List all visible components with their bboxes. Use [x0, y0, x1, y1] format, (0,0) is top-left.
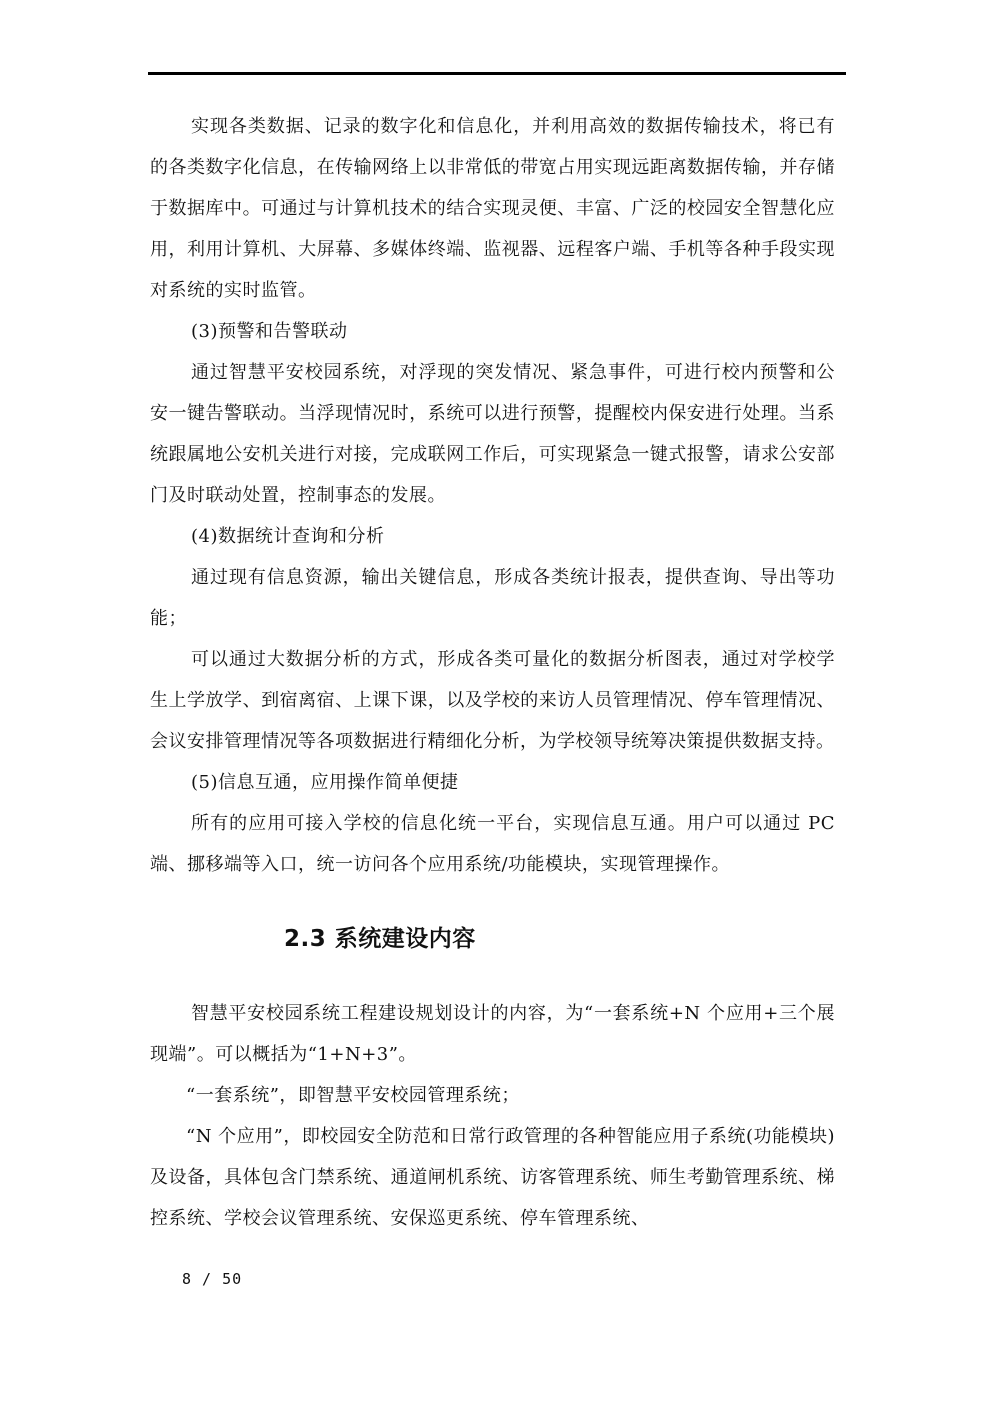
paragraph-data-digitization: 实现各类数据、记录的数字化和信息化，并利用高效的数据传输技术，将已有的各类数字化信息，在传输网络上以非常低的带宽占用实现远距离数据传输，并存储于数据库中。可通过与计算机技术的结合实现灵便、丰富、广泛的校园安全智慧化应用，利用计算机、大屏幕、多媒体终端、监视器、远程客户端、手机等各种手段实现对系统的实时监管。 — [150, 116, 835, 301]
paragraph-one-system: “一套系统”，即智慧平安校园管理系统； — [186, 1085, 520, 1106]
document-body — [150, 106, 835, 1239]
paragraph-big-data-analysis: 可以通过大数据分析的方式，形成各类可量化的数据分析图表，通过对学校学生上学放学、到宿离宿、上课下课，以及学校的来访人员管理情况、停车管理情况、会议安排管理情况等各项数据进行精细化分析，为学校领导统筹决策提供数据支持。 — [150, 649, 835, 752]
section-heading: 2.3 系统建设内容 — [284, 926, 476, 952]
item-heading-alert-linkage: (3)预警和告警联动 — [191, 321, 348, 342]
paragraph-n-applications: “N 个应用”，即校园安全防范和日常行政管理的各种智能应用子系统(功能模块)及设备，具体包含门禁系统、通道闸机系统、访客管理系统、师生考勤管理系统、梯控系统、学校会议管理系统、安保巡更系统、停车管理系统、 — [150, 1126, 835, 1229]
item-heading-interoperability: (5)信息互通，应用操作简单便捷 — [191, 772, 459, 793]
page-number: 8 / 50 — [182, 1270, 243, 1288]
paragraph-construction-plan: 智慧平安校园系统工程建设规划设计的内容，为“一套系统+N 个应用+三个展现端”。可以概括为“1+N+3”。 — [150, 1003, 835, 1065]
paragraph-interoperability: 所有的应用可接入学校的信息化统一平台，实现信息互通。用户可以通过 PC 端、挪移端等入口，统一访问各个应用系统/功能模块，实现管理操作。 — [150, 813, 835, 875]
item-heading-statistics: (4)数据统计查询和分析 — [191, 526, 385, 547]
paragraph-statistics-reports: 通过现有信息资源，输出关键信息，形成各类统计报表，提供查询、导出等功能； — [150, 567, 835, 629]
paragraph-alert-linkage: 通过智慧平安校园系统，对浮现的突发情况、紧急事件，可进行校内预警和公安一键告警联动。当浮现情况时，系统可以进行预警，提醒校内保安进行处理。当系统跟属地公安机关进行对接，完成联网工作后，可实现紧急一键式报警，请求公安部门及时联动处置，控制事态的发展。 — [150, 362, 835, 506]
header-rule — [148, 72, 846, 75]
